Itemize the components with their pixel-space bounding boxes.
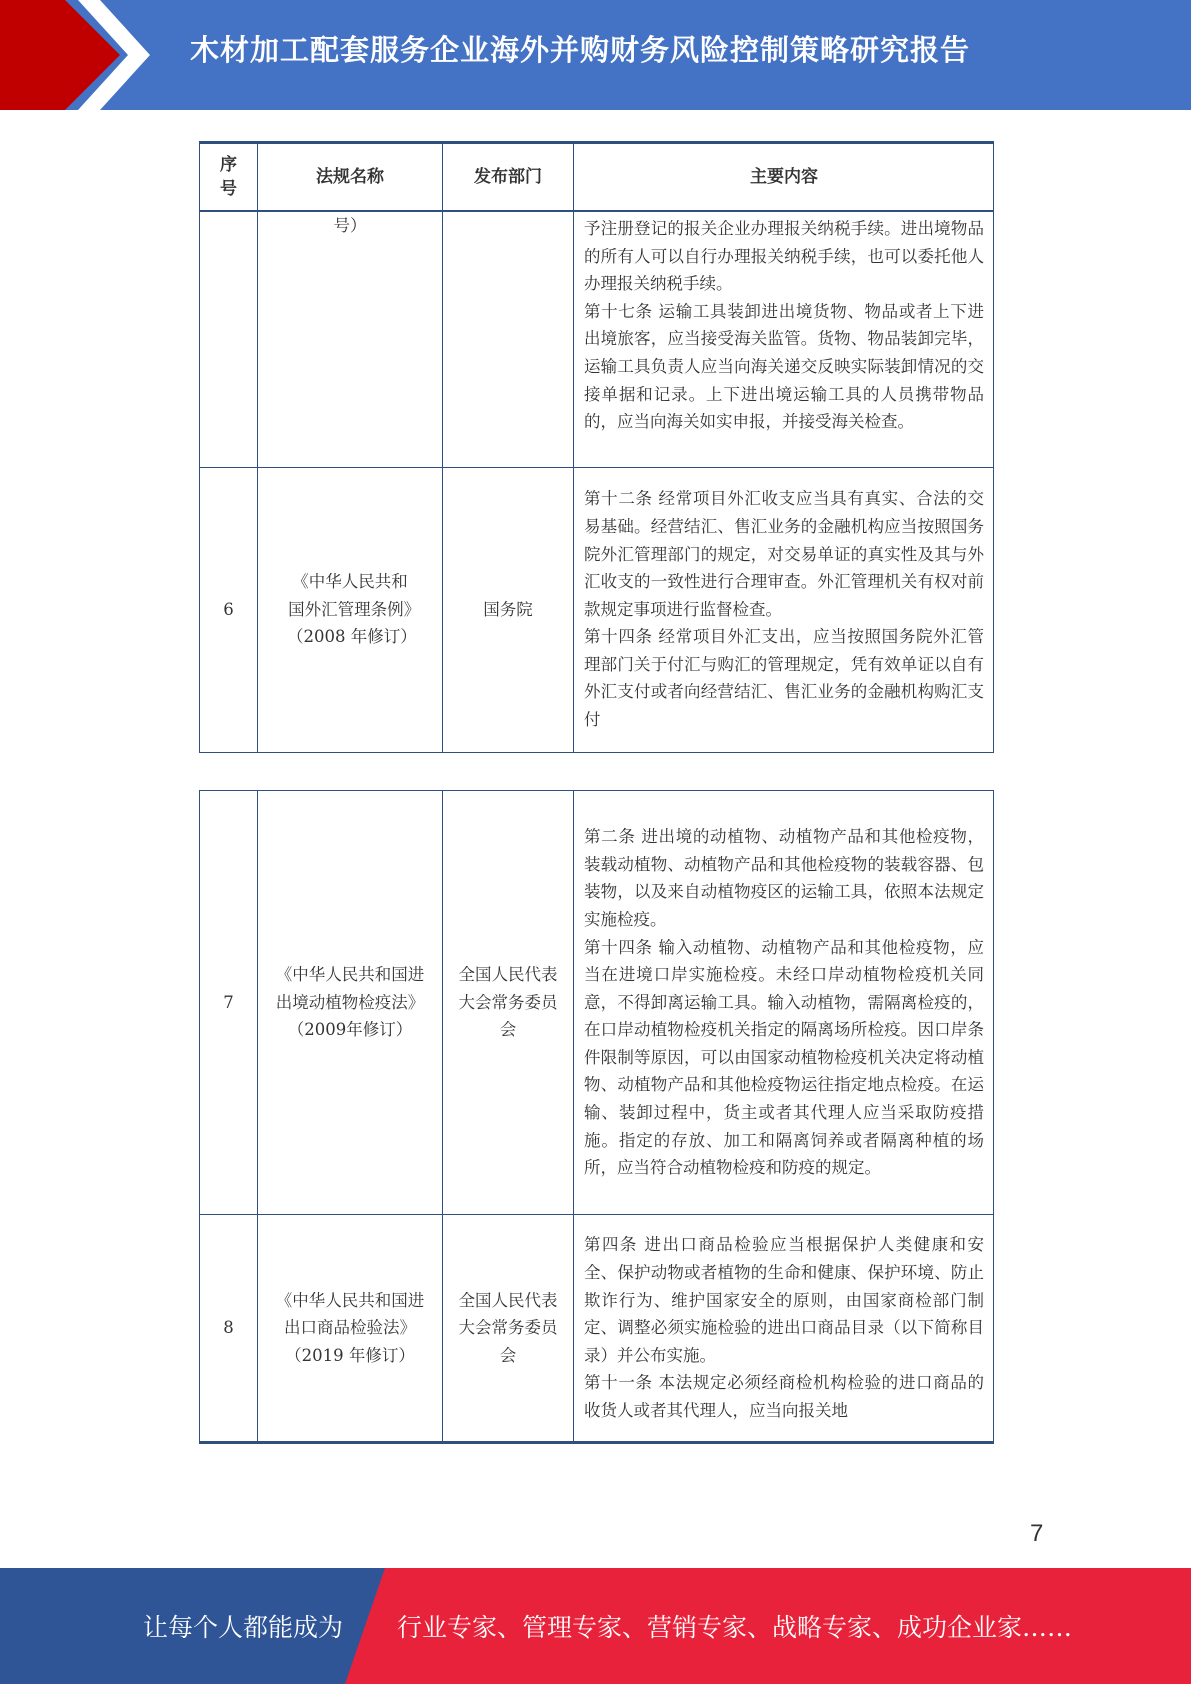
page-number: 7 <box>1030 1520 1044 1547</box>
content-paragraph: 第十四条 经常项目外汇支出，应当按照国务院外汇管理部门关于付汇与购汇的管理规定，凭有效单证以自有外汇支付或者向经营结汇、售汇业务的金融机构购汇支付 <box>584 627 984 730</box>
content-paragraph: 第十一条 本法规定必须经商检机构检验的进口商品的收货人或者其代理人，应当向报关地 <box>584 1373 984 1420</box>
regulations-table-part-1 <box>199 141 994 753</box>
column-header-content: 主要内容 <box>574 143 994 212</box>
content-paragraph: 予注册登记的报关企业办理报关纳税手续。进出境物品的所有人可以自行办理报关纳税手续，也可以委托他人办理报关纳税手续。 <box>584 219 984 294</box>
row-name: 《中华人民共和国进出口商品检验法》（2019 年修订） <box>258 1215 443 1443</box>
row-name: 《中华人民共和国进出境动植物检疫法》（2009年修订） <box>258 791 443 1215</box>
row-content <box>574 791 994 1215</box>
footer-slogan-right: 行业专家、管理专家、营销专家、战略专家、成功企业家…… <box>397 1613 1073 1642</box>
row-no: 6 <box>200 467 258 752</box>
header-arrow-decoration <box>0 0 150 110</box>
row-name: 号） <box>258 211 443 467</box>
table-row <box>200 211 994 467</box>
row-dept: 全国人民代表大会常务委员会 <box>443 1215 574 1443</box>
table-row <box>200 467 994 752</box>
row-no: 7 <box>200 791 258 1215</box>
row-content <box>574 1215 994 1443</box>
regulations-table-part-2 <box>199 790 994 1444</box>
row-dept <box>443 211 574 467</box>
row-no: 8 <box>200 1215 258 1443</box>
row-dept: 国务院 <box>443 467 574 752</box>
content-paragraph: 第十四条 输入动植物、动植物产品和其他检疫物，应当在进境口岸实施检疫。未经口岸动植物检疫机关同意，不得卸离运输工具。输入动植物，需隔离检疫的，在口岸动植物检疫机关指定的隔离场所检疫。因口岸条件限制等原因，可以由国家动植物检疫机关决定将动植物、动植物产品和其他检疫物运往指定地点检疫。在运输、装卸过程中，货主或者其代理人应当采取防疫措施。指定的存放、加工和隔离饲养或者隔离种植的场所，应当符合动植物检疫和防疫的规定。 <box>584 937 984 1178</box>
report-title: 木材加工配套服务企业海外并购财务风险控制策略研究报告 <box>190 33 971 67</box>
table-row <box>200 1215 994 1443</box>
content-paragraph: 第二条 进出境的动植物、动植物产品和其他检疫物，装载动植物、动植物产品和其他检疫物的装载容器、包装物，以及来自动植物疫区的运输工具，依照本法规定实施检疫。 <box>584 827 984 929</box>
table-header-row <box>200 143 994 212</box>
row-name: 《中华人民共和国外汇管理条例》（2008 年修订） <box>258 467 443 752</box>
content-paragraph: 第十二条 经常项目外汇收支应当具有真实、合法的交易基础。经营结汇、售汇业务的金融机构应当按照国务院外汇管理部门的规定，对交易单证的真实性及其与外汇收支的一致性进行合理审查。外汇管理机关有权对前款规定事项进行监督检查。 <box>584 489 984 619</box>
row-no <box>200 211 258 467</box>
row-dept: 全国人民代表大会常务委员会 <box>443 791 574 1215</box>
footer-banner <box>0 1568 1191 1684</box>
table-row <box>200 791 994 1215</box>
column-header-name: 法规名称 <box>258 143 443 212</box>
header-banner <box>0 0 1191 110</box>
column-header-dept: 发布部门 <box>443 143 574 212</box>
row-content <box>574 211 994 467</box>
row-content <box>574 467 994 752</box>
content-paragraph: 第四条 进出口商品检验应当根据保护人类健康和安全、保护动物或者植物的生命和健康、保护环境、防止欺诈行为、维护国家安全的原则，由国家商检部门制定、调整必须实施检验的进出口商品目录（以下简称目录）并公布实施。 <box>584 1235 984 1365</box>
column-header-no: 序号 <box>200 143 258 212</box>
footer-slogan-left: 让每个人都能成为 <box>143 1613 344 1642</box>
content-paragraph: 第十七条 运输工具装卸进出境货物、物品或者上下进出境旅客，应当接受海关监管。货物、物品装卸完毕，运输工具负责人应当向海关递交反映实际装卸情况的交接单据和记录。上下进出境运输工具的人员携带物品的，应当向海关如实申报，并接受海关检查。 <box>584 301 984 432</box>
